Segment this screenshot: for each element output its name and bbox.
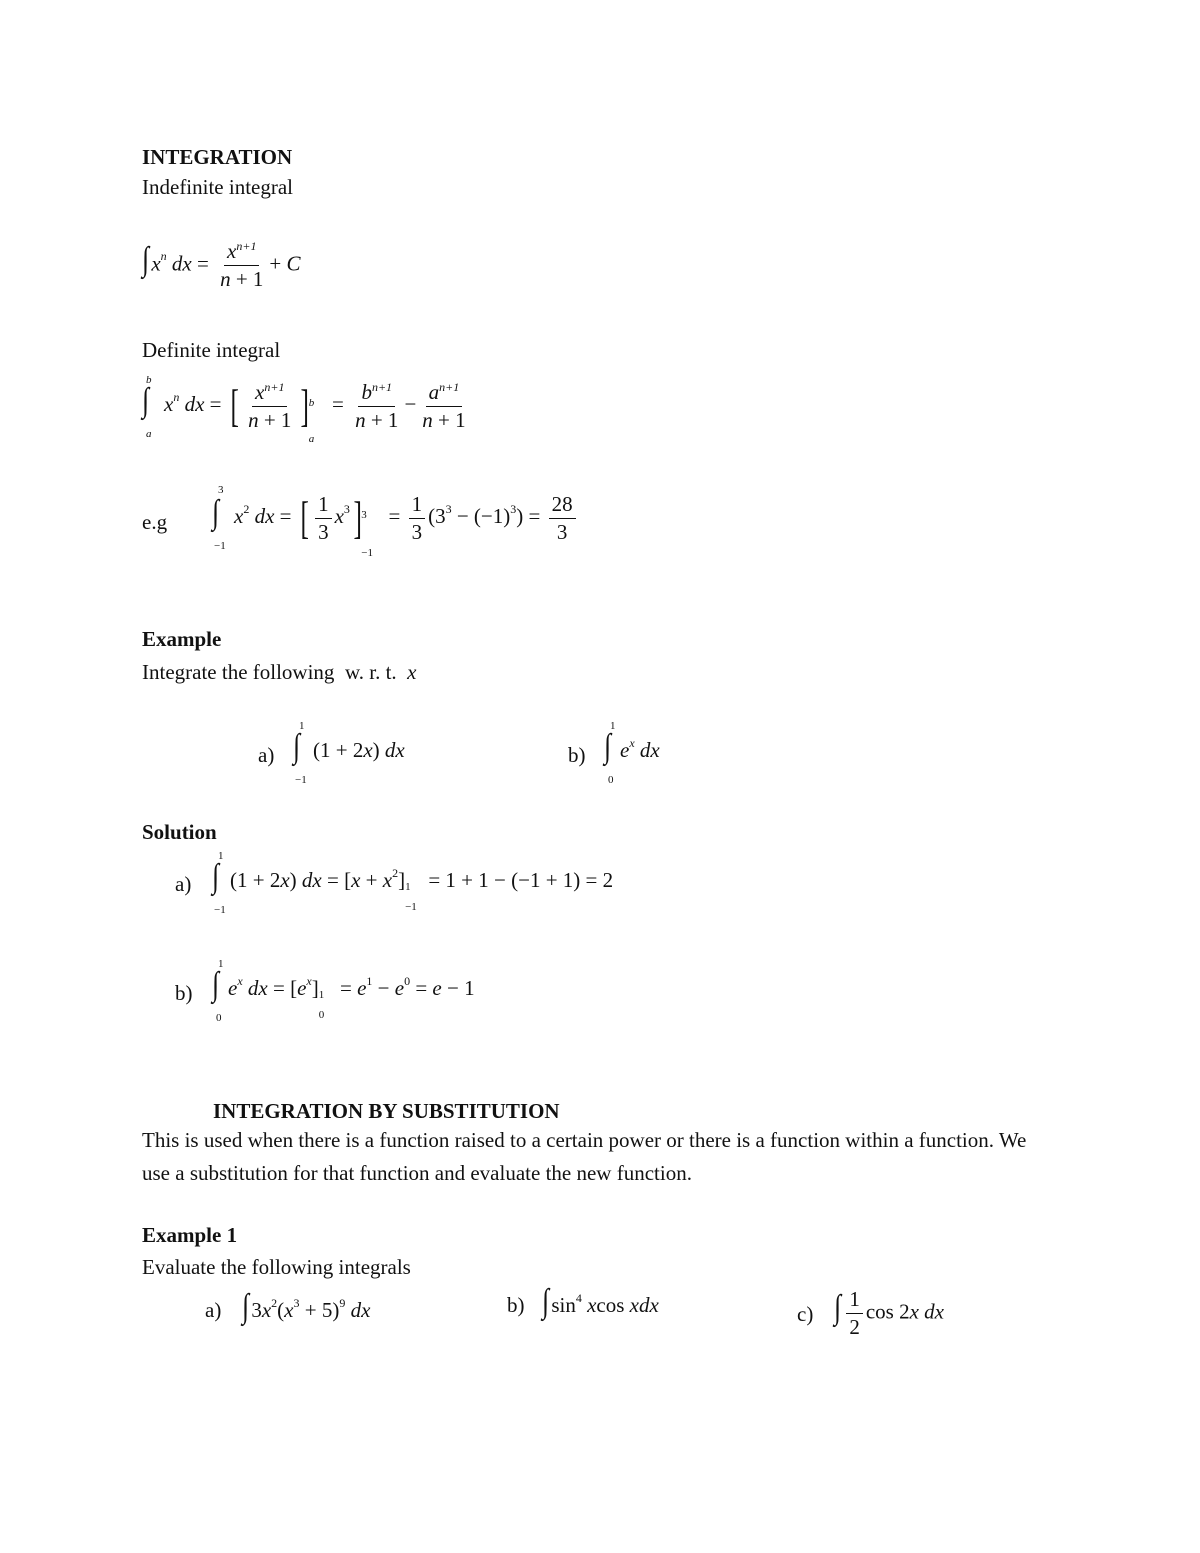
example1-instruction: Evaluate the following integrals <box>142 1255 411 1279</box>
example-b-integral: 1 ∫ 0 $e^x$ dx <box>604 720 660 786</box>
definite-integral-formula: b ∫ a $x^n$ dx = [ $\frac{x^{n+1}}{n + 1}$ ] b a = $\frac{b^{n+1}}{n + 1}$ − $\frac{a^{n+1}}{n + 1}$ <box>142 374 466 445</box>
example-heading: Example <box>142 627 222 651</box>
example-a-integral: 1 ∫ −1 (1 + 2x) dx <box>293 720 405 786</box>
substitution-heading: INTEGRATION BY SUBSTITUTION <box>213 1099 560 1123</box>
page-title: INTEGRATION <box>142 145 293 169</box>
example1-b-integral: ∫ $\sin^4 xcos$ xdx <box>542 1283 659 1320</box>
example-b-label: b) <box>568 743 586 767</box>
solution-a-label: a) <box>175 872 192 896</box>
example1-a-integral: ∫ $3x^2(x^3 + 5)^9$ dx <box>242 1288 371 1325</box>
eg-label: e.g <box>142 510 168 534</box>
example-definite-formula: 3 ∫ −1 $x^2$ dx = [ $\frac{1}{3}$ $x^3$] 3 −1 = $\frac{1}{3}$ $(3^3 - (-1)^3)$ = $\frac{28}{3}$ <box>212 488 579 544</box>
wrt-text: w. r. t. <box>344 660 397 684</box>
variable-x: x <box>407 660 417 684</box>
solution-heading: Solution <box>142 820 217 844</box>
example1-a-label: a) <box>205 1298 222 1322</box>
example-instruction <box>142 660 417 685</box>
indefinite-integral-label: Indefinite integral <box>142 175 294 199</box>
substitution-description: This is used when there is a function raised to a certain power or there is a function within a function. We use a substitution for that function and evaluate the new function. <box>142 1128 1027 1185</box>
example1-c-integral: ∫ $\frac{1}{2}$ cos 2x dx <box>834 1287 944 1340</box>
indefinite-integral-formula: ∫ $x^n$ dx = $\frac{x^{n+1}}{n + 1}$ + C <box>142 239 301 292</box>
solution-a-formula: 1 ∫ −1 (1 + 2x) dx = $[x + x^2]$ 1 −1 = 1 + 1 − (−1 + 1) = 2 <box>212 850 614 916</box>
solution-b-label: b) <box>175 981 193 1005</box>
example1-b-label: b) <box>507 1293 525 1317</box>
solution-b-formula: 1 ∫ 0 $e^x$ dx = $[e^x]$ 1 0 = $e^1 - e^0 = e - 1$ <box>212 958 475 1024</box>
example-a-label: a) <box>258 743 275 767</box>
example-instruction-text: Integrate the following <box>142 660 335 684</box>
example1-heading: Example 1 <box>142 1223 238 1247</box>
example1-c-label: c) <box>797 1302 814 1326</box>
definite-integral-label: Definite integral <box>142 338 281 362</box>
